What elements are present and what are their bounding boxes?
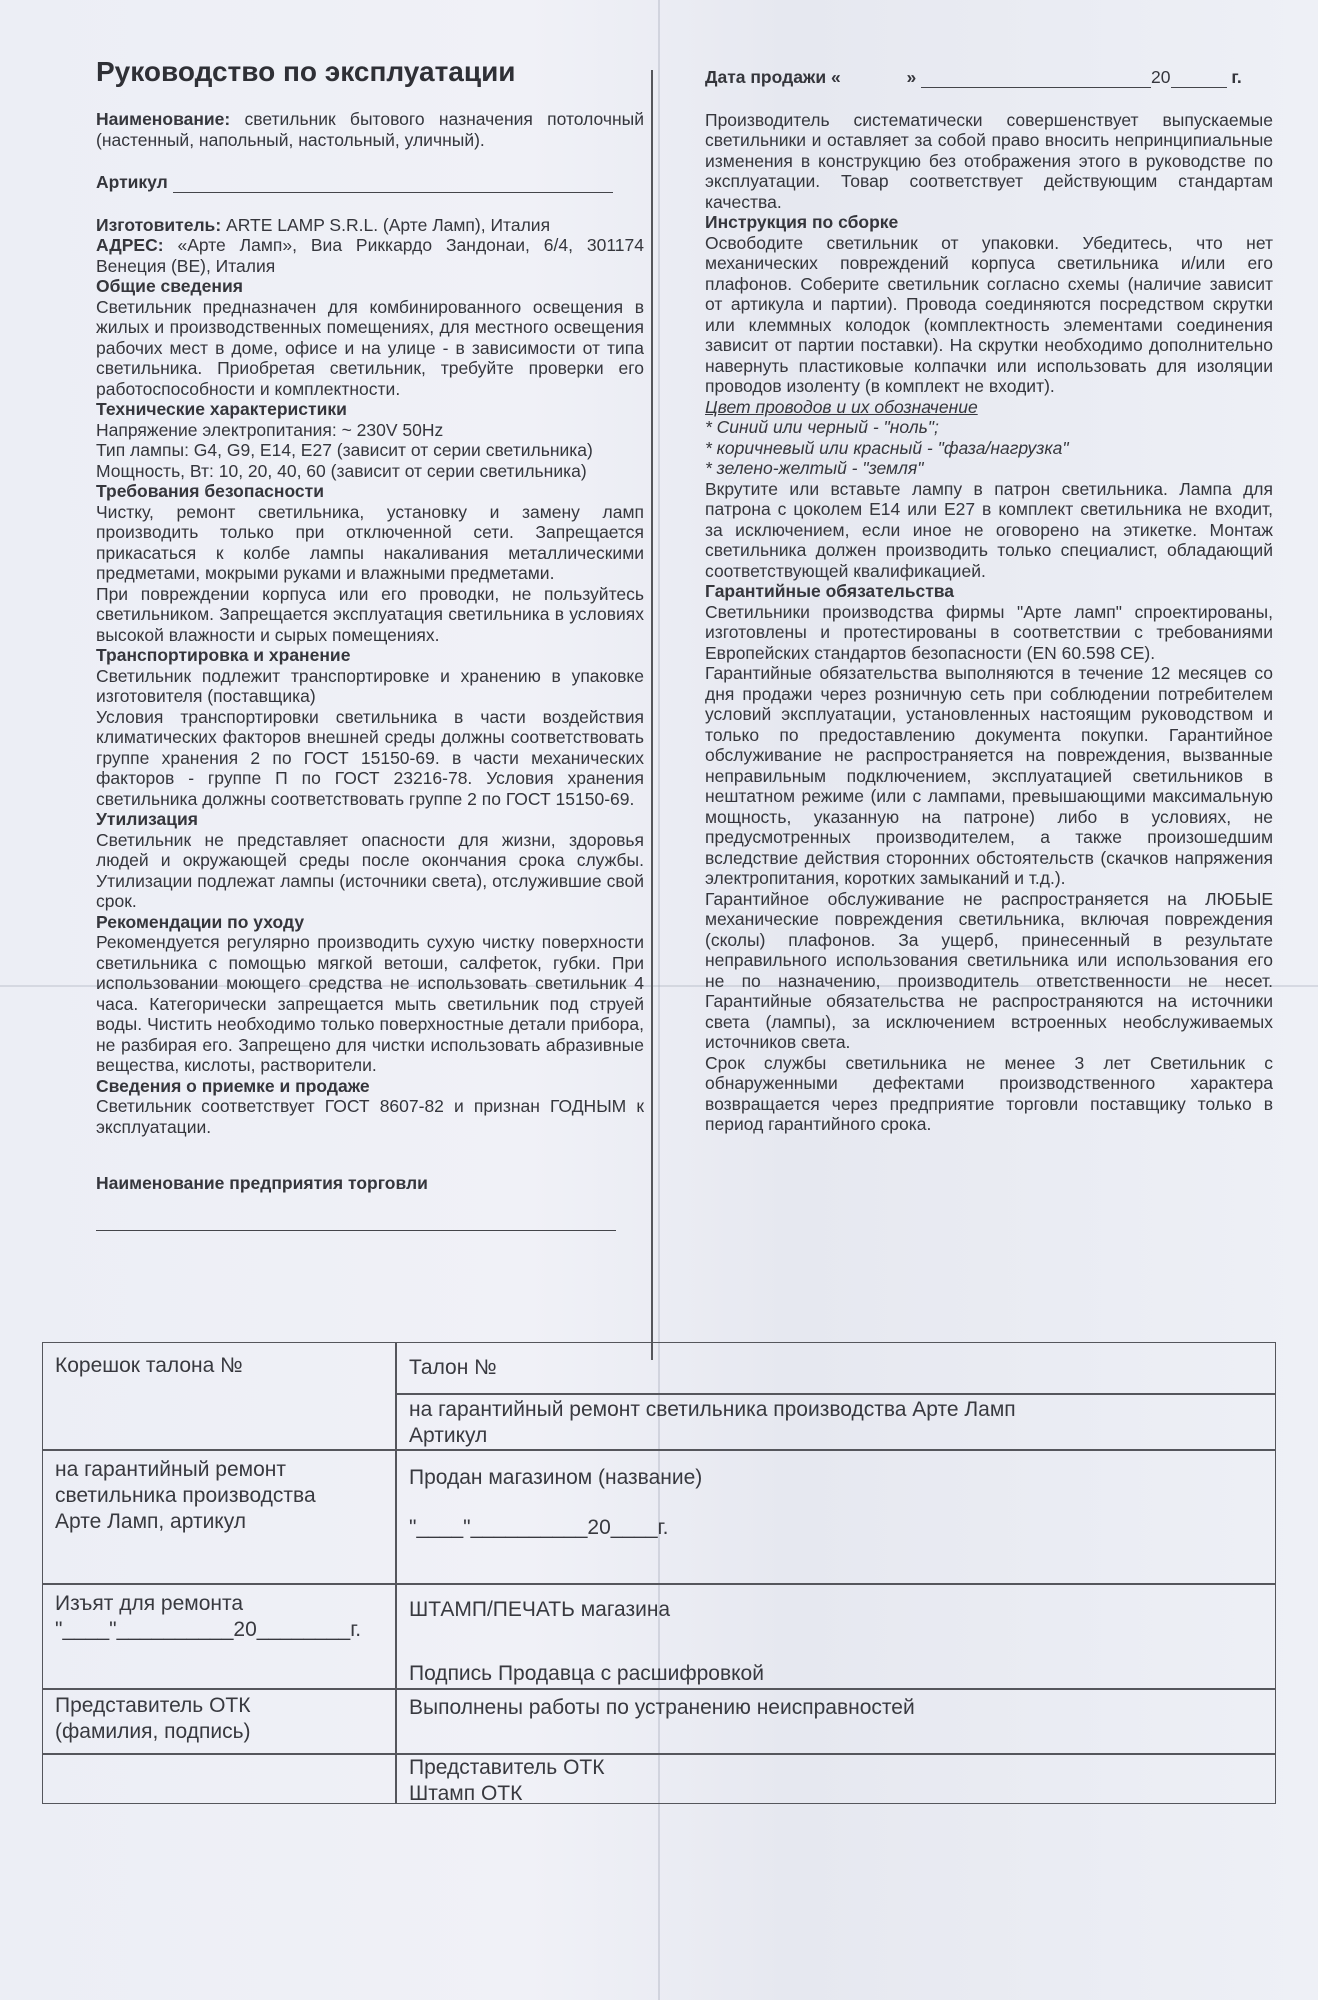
otk-rep-label-2: Представитель ОТК (409, 1756, 605, 1779)
ticket-row-line-4 (43, 1753, 1275, 1755)
warranty-text-2: Гарантийные обязательства выполняются в течение 12 месяцев со дня продажи через розничную сеть при соблюдении потребителем условий эксплуатации, установленных настоящим руководством и только по предоставлению документа покупки. Гарантийное обслуживание не распространяется на повреждения, вызванные неправильным подключением, эксплуатацией светильников в нештатном режиме (или с лампами, превышающими максимальную мощность, указанную на патроне) либо в условиях, не предусмотренных производителем, а также произошедшим вследствие действия сторонних обстоятельств (скачков напряжения электропитания, коротких замыканий и т.д.). (705, 663, 1273, 888)
address-label: АДРЕС: (96, 235, 164, 255)
otk-block (409, 1755, 604, 1807)
tech-heading: Технические характеристики (96, 399, 347, 419)
ticket-talon-top-line (395, 1393, 1275, 1395)
works-done: Выполнены работы по устранению неисправностей (409, 1696, 915, 1719)
sale-date (705, 67, 1273, 88)
store-stamp: ШТАМП/ПЕЧАТЬ магазина (409, 1598, 671, 1621)
care-heading: Рекомендации по уходу (96, 911, 305, 932)
sale-date-year-line (1171, 71, 1227, 88)
manufacturer-label: Изготовитель: (96, 214, 222, 235)
warranty-text-4: Срок службы светильника не менее 3 лет Светильник с обнаруженными дефектами производственного характера возвращается через предприятие торговли поставщику только в период гарантийного срока. (705, 1052, 1273, 1134)
article-line (173, 174, 613, 193)
taken-date: "____"__________20________г. (55, 1618, 362, 1641)
seller-signature: Подпись Продавца с расшифровкой (409, 1662, 764, 1685)
talon-article: Артикул (409, 1424, 488, 1447)
product-name-label: Наименование: (96, 109, 231, 129)
otk-rep-label: Представитель ОТК (55, 1694, 251, 1717)
transport-heading: Транспортировка и хранение (96, 645, 351, 665)
tech-lamp-type: Тип лампы: G4, G9, E14, E27 (зависит от серии светильника) (96, 440, 593, 460)
talon-number: Талон № (409, 1356, 497, 1379)
safety-text-2: При повреждении корпуса или его проводки, не пользуйтесь светильником. Запрещается эксплуатация светильника в условиях высокой влажности и сырых помещениях. (96, 583, 644, 645)
manufacturer (96, 215, 644, 236)
sale-date-year: 20 (1151, 67, 1171, 87)
stub-repair-line-1: на гарантийный ремонт (55, 1458, 286, 1481)
lamp-text: Вкрутите или вставьте лампу в патрон светильника. Лампа для патрона с цоколем E14 или E27 в комплект светильника не входит, за исключением, если иное не оговорено на этикетке. Монтаж светильника должен производить только специалист, обладающий соответствующей квалификацией. (705, 478, 1273, 581)
warranty-text-1: Светильники производства фирмы "Арте ламп" спроектированы, изготовлены и протестированы в соответствии с требованиями Европейских стандартов безопасности (EN 60.598 CE). (705, 601, 1273, 663)
left-column (96, 55, 644, 1231)
taken-for-repair (55, 1591, 361, 1643)
document-title: Руководство по эксплуатации (96, 56, 516, 87)
otk-stamp-label: Штамп ОТК (409, 1782, 523, 1805)
transport-text-1: Светильник подлежит транспортировке и хранению в упаковке изготовителя (поставщика) (96, 665, 644, 706)
manufacturer-text: ARTE LAMP S.R.L. (Арте Ламп), Италия (226, 214, 551, 235)
assembly-heading: Инструкция по сборке (705, 212, 899, 232)
acceptance-text: Светильник соответствует ГОСТ 8607-82 и признан ГОДНЫМ к эксплуатации. (96, 1096, 644, 1137)
wire-ground: * зелено-желтый - "земля" (705, 458, 924, 478)
assembly-text: Освободите светильник от упаковки. Убедитесь, что нет механических повреждений корпуса светильника и/или его плафонов. Соберите светильник согласно схемы (наличие зависит от артикула и партии). Провода соединяются посредством скрутки или клеммных колодок (комплектность элементами соединения зависит от партии поставки). На скрутки необходимо дополнительно навернуть пластиковые колпачки или использовать для изоляции проводов изоленту (в комплект не входит). (705, 232, 1273, 396)
sold-date: "____"__________20____г. (409, 1516, 669, 1539)
tech-power: Мощность, Вт: 10, 20, 40, 60 (зависит от серии светильника) (96, 460, 587, 481)
product-name (96, 109, 644, 150)
warranty-heading: Гарантийные обязательства (705, 581, 955, 601)
product-name-text: светильник бытового назначения потолочный (настенный, напольный, настольный, уличный). (96, 109, 644, 150)
sale-date-label: Дата продажи « (705, 67, 841, 87)
article-label: Артикул (96, 172, 168, 192)
talon-header (409, 1397, 1259, 1449)
general-heading: Общие сведения (96, 276, 243, 296)
stub-repair-line-2: светильника производства (55, 1484, 316, 1507)
general-text: Светильник предназначен для комбинированного освещения в жилых и производственных помещениях, для местного освещения рабочих мест в доме, офисе и на улице - в зависимости от типа светильника. Приобретая светильник, требуйте проверки его работоспособности и комплектности. (96, 296, 644, 399)
disposal-heading: Утилизация (96, 809, 199, 829)
tech-voltage: Напряжение электропитания: ~ 230V 50Hz (96, 419, 444, 440)
sale-date-line (921, 71, 1151, 88)
otk-sign-label: (фамилия, подпись) (55, 1720, 251, 1743)
stub-repair (55, 1457, 316, 1535)
sale-date-quote: » (906, 67, 917, 87)
transport-text-2: Условия транспортировки светильника в части воздействия климатических факторов внешней среды должны соответствовать группе хранения 2 по ГОСТ 15150-69. в части механических факторов - группе П по ГОСТ 23216-78. Условия хранения светильника должны соответствовать группе 2 по ГОСТ 15150-69. (96, 706, 644, 809)
ticket-row-line-1 (43, 1449, 1275, 1451)
ticket-row-line-3 (43, 1688, 1275, 1690)
store-name-line (96, 1230, 616, 1231)
ticket-row-line-2 (43, 1583, 1275, 1585)
right-column (705, 55, 1273, 1135)
safety-heading: Требования безопасности (96, 481, 324, 501)
disposal-text: Светильник не представляет опасности для жизни, здоровья людей и окружающей среды после окончания срока службы. Утилизации подлежат лампы (источники света), отслужившие свой срок. (96, 829, 644, 911)
intro-text: Производитель систематически совершенствует выпускаемые светильники и оставляет за собой право вносить непринципиальные изменения в конструкцию без отображения этого в руководстве по эксплуатации. Товар соответствует действующим стандартам качества. (705, 109, 1273, 212)
address (96, 235, 644, 276)
warranty-ticket-table (42, 1342, 1276, 1804)
sold-by-store: Продан магазином (название) (409, 1466, 703, 1489)
wire-neutral: * Синий или черный - "ноль"; (705, 417, 939, 437)
ticket-divider-vertical (395, 1343, 397, 1803)
sale-date-end: г. (1231, 67, 1242, 87)
wire-phase: * коричневый или красный - "фаза/нагрузка" (705, 437, 1069, 458)
talon-subtitle: на гарантийный ремонт светильника производства Арте Ламп (409, 1398, 1016, 1421)
column-divider (651, 70, 653, 1360)
otk-representative (55, 1693, 251, 1745)
safety-text-1: Чистку, ремонт светильника, установку и замену ламп производить только при отключенной сети. Запрещается прикасаться к колбе лампы накаливания металлическими предметами, мокрыми руками и влажными предметами. (96, 501, 644, 583)
acceptance-heading: Сведения о приемке и продаже (96, 1075, 370, 1096)
warranty-text-3: Гарантийное обслуживание не распространяется на ЛЮБЫЕ механические повреждения светильника, включая повреждения (сколы) плафонов. За ущерб, принесенный в результате неправильного использования светильника или использования его не по назначению, производитель ответственности не несет. Гарантийные обязательства не распространяются на источники света (лампы), за исключением встроенных необслуживаемых источников света. (705, 888, 1273, 1052)
store-name-label: Наименование предприятия торговли (96, 1173, 428, 1193)
address-text: «Арте Ламп», Виа Риккардо Зандонаи, 6/4, 301174 Венеция (ВЕ), Италия (96, 235, 644, 276)
article-field (96, 172, 644, 193)
taken-label: Изъят для ремонта (55, 1592, 244, 1615)
wires-heading: Цвет проводов и их обозначение (705, 396, 978, 417)
care-text: Рекомендуется регулярно производить сухую чистку поверхности светильника с помощью мягкой ветоши, салфеток, губки. При использовании моющего средства не использовать светильник 4 часа. Категорически запрещается мыть светильник под струей воды. Чистить необходимо только поверхностные детали прибора, не разбирая его. Запрещено для чистки использовать абразивные вещества, кислоты, растворители. (96, 932, 644, 1075)
stub-number: Корешок талона № (55, 1354, 243, 1377)
stub-repair-line-3: Арте Ламп, артикул (55, 1510, 247, 1533)
